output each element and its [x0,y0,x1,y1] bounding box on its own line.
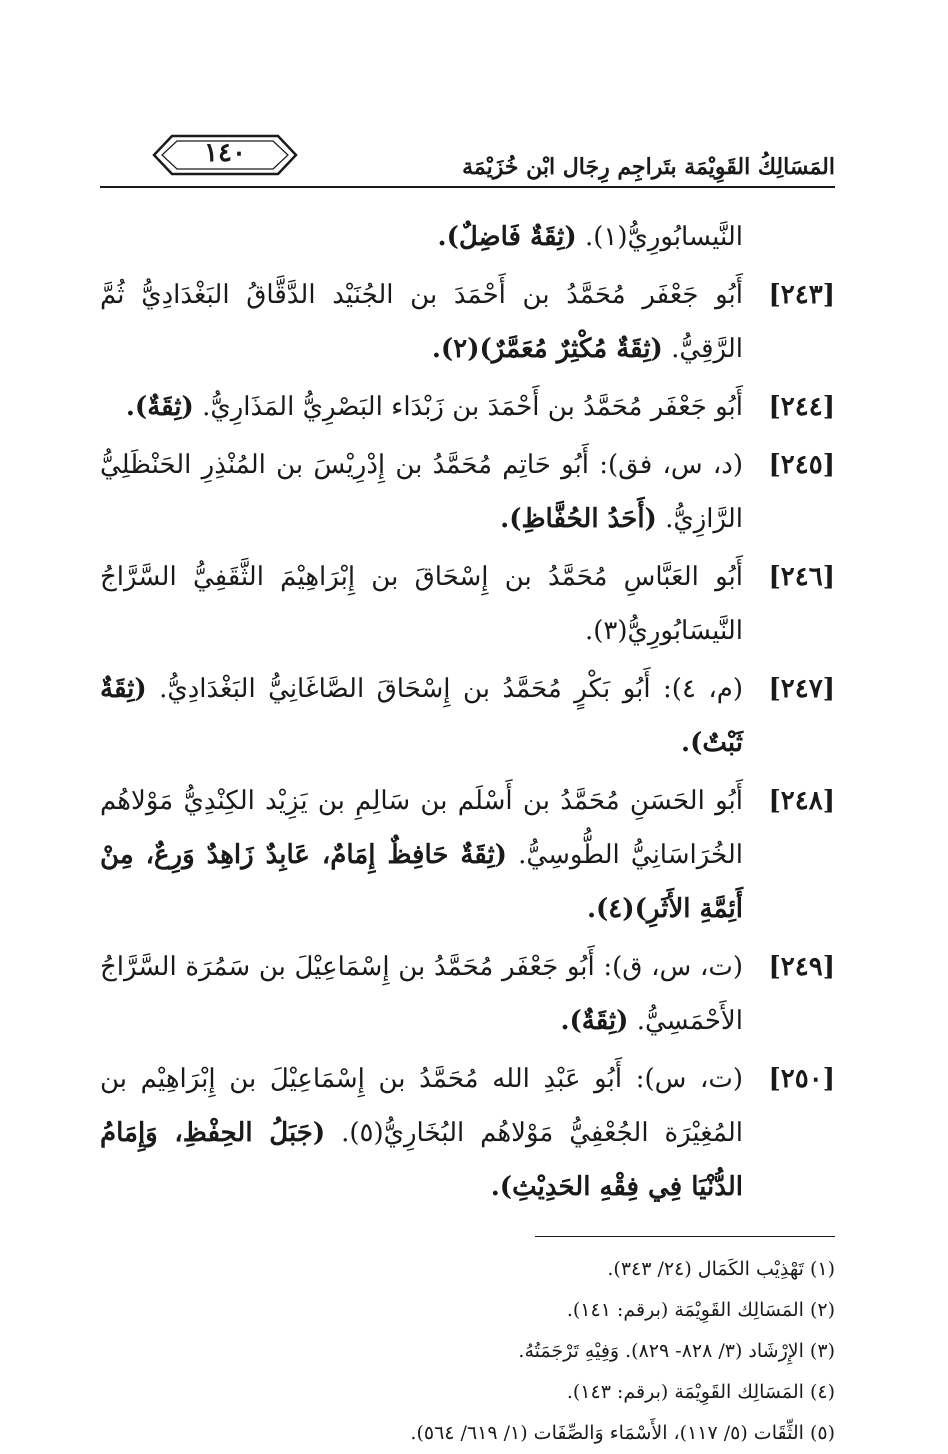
footnote-1: (١) تَهْذِيْب الكَمَال (٢٤/ ٣٤٣). [607,1258,835,1280]
entry-grade: (ثِقَةٌ فَاضِلٌ). [437,222,577,252]
footnote-4: (٤) المَسَالِك القَوِيْمَة (برقم: ١٤٣). [566,1381,835,1403]
entry-text: أَبُو جَعْفَر مُحَمَّدُ بن أَحْمَدَ بن زَبْدَاء البَصْرِيُّ المَذَارِيُّ. [202,392,743,422]
book-page [100,130,835,1454]
entry-number: [٢٤٩] [768,952,835,982]
footnote-3: (٣) الإِرْشَاد (٣/ ٨٢٨- ٨٢٩). وَفِيْهِ تَرْجَمَتُهُ. [518,1340,835,1362]
entry-text: النَّيسابُورِيُّ(١). [584,222,743,252]
entry-247 [100,662,835,770]
entry-number: [٢٤٣] [768,280,835,310]
entry-grade: (جَبَلُ الحِفْظِ، وَإِمَامُ الدُّنْيَا فِي فِقْهِ الحَدِيْثِ). [100,1118,743,1202]
footnote-5: (٥) الثِّقَات (٥/ ١١٧)، الأَسْمَاء وَالصِّفَات (١/ ٦١٩/ ٥٦٤). [410,1422,835,1444]
entry-number: [٢٤٥] [768,450,835,480]
entry-text: أَبُو الحَسَنِ مُحَمَّدُ بن أَسْلَم بن سَالِمِ بن يَزِيْد الكِنْدِيُّ مَوْلاهُم الخُرَاسَانِيُّ الطُّوسِيُّ. [100,786,744,870]
footnote-divider [535,1236,835,1237]
entry-text: أَبُو العَبَّاسِ مُحَمَّدُ بن إِسْحَاقَ بن إِبْرَاهِيْمَ الثَّقَفِيُّ السَّرَّاجُ النَّيسَابُورِيُّ(٣). [100,562,743,646]
entry-continuation [100,210,835,264]
page-number: ١٤٠ [204,138,246,168]
entry-number: [٢٤٦] [768,562,835,592]
entry-grade: (أَحَدُ الحُفَّاظِ). [500,504,657,534]
entry-text: (م، ٤): أَبُو بَكْرٍ مُحَمَّدُ بن إِسْحَاقَ الصَّاغَانِيُّ البَغْدَادِيُّ. [159,674,743,704]
entry-number: [٢٤٧] [768,674,835,704]
entry-text: (د، س، فق): أَبُو حَاتِم مُحَمَّدُ بن إِدْرِيْسَ بن المُنْذِرِ الحَنْظَلِيُّ الرَّازِيُّ. [100,450,743,534]
footnote-2: (٢) المَسَالِك القَوِيْمَة (برقم: ١٤١). [566,1299,835,1321]
page-number-badge [150,130,300,180]
entry-text: أَبُو جَعْفَر مُحَمَّدُ بن أَحْمَدَ بن الجُنَيْد الدَّقَّاقُ البَغْدَادِيُّ ثُمَّ الرَّقِيُّ. [100,280,743,364]
footnotes [100,1249,835,1454]
running-title: المَسَالِكُ القَوِيْمَة بتَراجِم رِجَال ابْن خُزَيْمَة [462,154,835,180]
entry-number: [٢٥٠] [768,1064,835,1094]
entry-number: [٢٤٤] [768,392,835,422]
entry-number: [٢٤٨] [768,786,835,816]
entry-grade: (ثِقَةٌ). [125,392,194,422]
entry-text: (ت، س، ق): أَبُو جَعْفَر مُحَمَّدُ بن إِسْمَاعِيْلَ بن سَمُرَة السَّرَّاجُ الأَحْمَسِيُّ. [100,952,743,1036]
entry-245 [100,438,835,546]
entry-grade: (ثِقَةٌ حَافِظٌ إِمَامٌ، عَابِدٌ زَاهِدٌ وَرِعٌ، مِنْ أَئِمَّةِ الأَثَرِ)(٤). [100,840,743,924]
entry-grade: (ثِقَةٌ مُكْثِرٌ مُعَمَّرٌ)(٢). [431,334,663,364]
entry-250 [100,1052,835,1214]
entry-249 [100,940,835,1048]
entry-grade: (ثِقَةٌ). [560,1006,629,1036]
page-header [100,130,835,188]
entry-246 [100,550,835,658]
entry-text: (ت، س): أَبُو عَبْدِ الله مُحَمَّدُ بن إِسْمَاعِيْلَ بن إِبْرَاهِيْم بن المُغِيْرَة الجُعْفِيُّ مَوْلاهُم البُخَارِيُّ(٥). [100,1064,743,1148]
biography-list [100,210,835,1214]
entry-grade: (ثِقَةٌ ثَبْتٌ). [100,674,743,758]
entry-244 [100,380,835,434]
entry-248 [100,774,835,936]
entry-243 [100,268,835,376]
